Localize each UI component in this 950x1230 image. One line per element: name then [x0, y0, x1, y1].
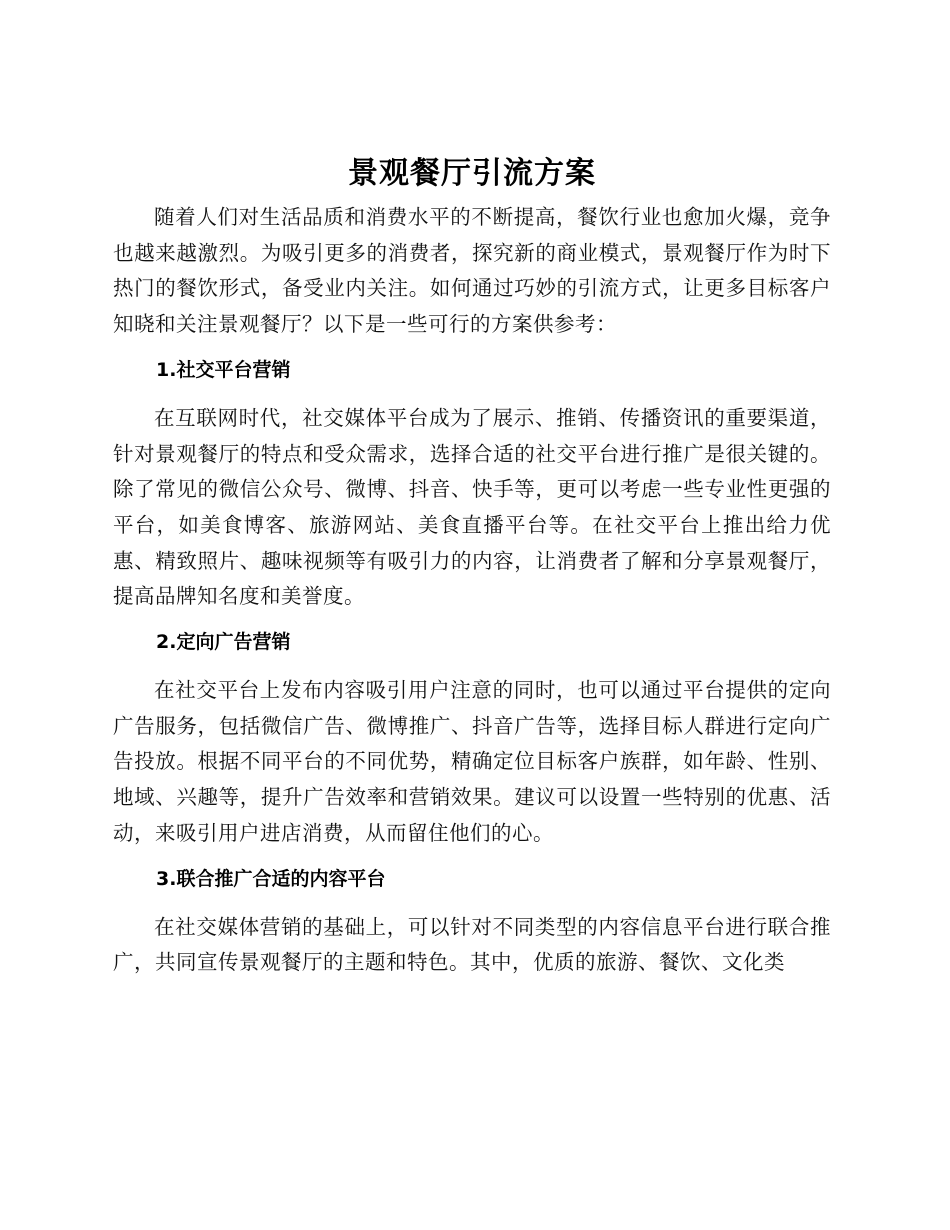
- intro-paragraph: 随着人们对生活品质和消费水平的不断提高，餐饮行业也愈加火爆，竞争也越来越激烈。为吸引更多的消费者，探究新的商业模式，景观餐厅作为时下热门的餐饮形式，备受业内关注。如何通过巧妙的引流方式，让更多目标客户知晓和关注景观餐厅？以下是一些可行的方案供参考：: [113, 205, 831, 337]
- section-heading-targeted-ads: 2.定向广告营销: [156, 631, 291, 654]
- section-heading-social-platform: 1.社交平台营销: [156, 358, 291, 381]
- section-body-targeted-ads: 在社交平台上发布内容吸引用户注意的同时，也可以通过平台提供的定向广告服务，包括微信广告、微博推广、抖音广告等，选择目标人群进行定向广告投放。根据不同平台的不同优势，精确定位目标客户族群，如年龄、性别、地域、兴趣等，提升广告效率和营销效果。建议可以设置一些特别的优惠、活动，来吸引用户进店消费，从而留住他们的心。: [113, 678, 831, 845]
- document-body: [113, 148, 831, 981]
- section-body-social-platform: 在互联网时代，社交媒体平台成为了展示、推销、传播资讯的重要渠道，针对景观餐厅的特点和受众需求，选择合适的社交平台进行推广是很关键的。除了常见的微信公众号、微博、抖音、快手等，更可以考虑一些专业性更强的平台，如美食博客、旅游网站、美食直播平台等。在社交平台上推出给力优惠、精致照片、趣味视频等有吸引力的内容，让消费者了解和分享景观餐厅，提高品牌知名度和美誉度。: [113, 405, 831, 609]
- section-heading-joint-promotion: 3.联合推广合适的内容平台: [156, 867, 386, 890]
- section-body-joint-promotion: 在社交媒体营销的基础上，可以针对不同类型的内容信息平台进行联合推广，共同宣传景观餐厅的主题和特色。其中，优质的旅游、餐饮、文化类: [113, 914, 831, 975]
- document-title: 景观餐厅引流方案: [348, 156, 596, 191]
